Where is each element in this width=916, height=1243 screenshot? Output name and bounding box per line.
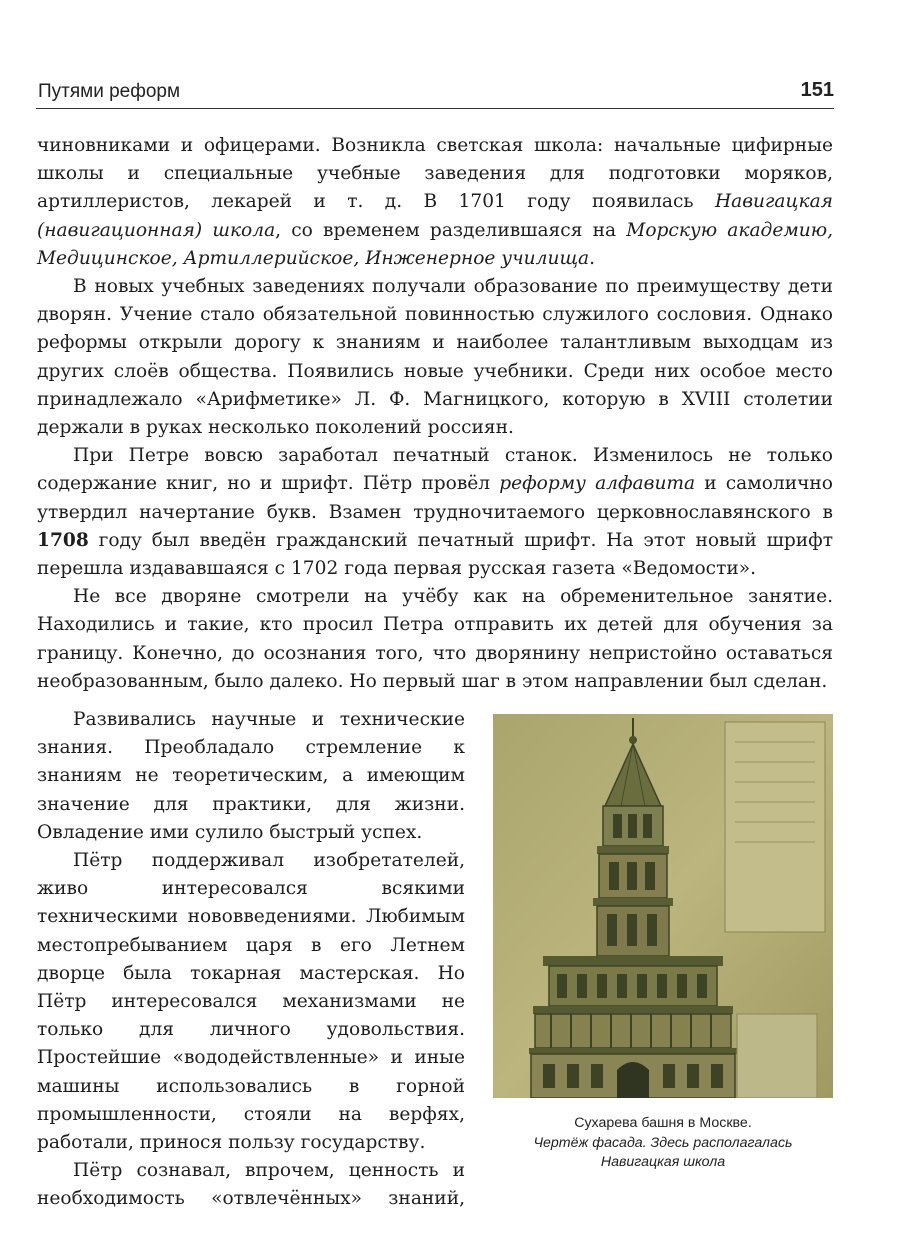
italic-term: Навигацкая (навигационная) школа — [37, 191, 833, 241]
text-run: В новых учебных заведениях получали образование по преимуществу дети дворян. Учение стало обязательной повинностью служилого сословия. Однако реформы открыли дорогу к знаниям и наиболее талантливым выходцам из других слоёв общества. Появились новые учебники. Среди них особое место принадлежало «Арифметике» Л. Ф. Магницкого, которую в XVIII столетии держали в руках несколько поколений россиян. — [37, 276, 833, 439]
section-title: Путями реформ — [38, 81, 181, 102]
text-run: Пётр поддерживал изобретателей, живо интересовался всякими техническими нововведениями. Любимым местопребыванием царя в его Летнем дворце была токарная мастерская. Но Пётр интересовался механизмами не только для личного удовольствия. Простейшие «вододействленные» и иные машины использовались в горной промышленности, стояли на верфях, работали, принося пользу государству. — [37, 850, 465, 1154]
italic-term: реформу алфавита — [499, 473, 696, 495]
text-run: Не все дворяне смотрели на учёбу как на обременительное занятие. Находились и такие, кто просил Петра отправить их детей для обучения за границу. Конечно, до осознания того, что дворянину непристойно оставаться необразованным, было далеко. Но первый шаг в этом направлении был сделан. — [37, 586, 833, 692]
paragraph-5 — [37, 706, 465, 847]
caption-line-1: Сухарева башня в Москве. — [574, 1115, 752, 1131]
page-header — [36, 78, 834, 109]
page-number: 151 — [800, 79, 834, 101]
sukharev-tower-illustration — [493, 714, 833, 1098]
text-run: чиновниками и офицерами. Возникла светская школа: начальные цифирные школы и специальные учебные заведения для подготовки моряков, артиллеристов, лекарей и т. д. В 1701 году появилась — [37, 135, 833, 213]
column-text-block — [37, 706, 465, 1214]
paragraph-6 — [37, 847, 465, 1157]
bold-year: 1708 — [37, 529, 89, 551]
paragraph-7 — [37, 1157, 465, 1213]
text-run: . — [589, 247, 596, 269]
caption-line-2: Чертёж фасада. Здесь располагалась — [533, 1134, 793, 1151]
text-run: году был введён гражданский печатный шрифт. На этот новый шрифт перешла издававшаяся с 1702 года первая русская газета «Ведомости». — [37, 529, 833, 580]
italic-term: Морскую академию, Медицинское, Артиллерийское, Инженерное училища — [37, 219, 834, 269]
figure-caption — [493, 1114, 833, 1173]
text-run: и самолично утвердил начертание букв. Взамен трудночитаемого церковнославянского в — [37, 473, 833, 523]
text-run: При Петре вовсю заработал печатный станок. Изменилось не только содержание книг, но и шрифт. Пётр провёл — [37, 445, 833, 495]
paragraph-4 — [37, 583, 833, 696]
text-run: Пётр сознавал, впрочем, ценность и необходимость «отвлечённых» знаний, — [37, 1160, 465, 1210]
caption-line-3: Навигацкая школа — [600, 1154, 726, 1170]
text-run: Развивались научные и технические знания. Преобладало стремление к знаниям не теоретическим, а имеющим значение для практики, для жизни. Овладение ими сулило быстрый успех. — [37, 709, 465, 843]
paragraph-3 — [37, 442, 833, 583]
text-run: , со временем разделившаяся на — [275, 219, 627, 241]
tower-drawing — [493, 714, 833, 1098]
paragraph-2 — [37, 273, 833, 442]
main-text-block — [37, 132, 833, 696]
paragraph-1 — [37, 132, 833, 273]
